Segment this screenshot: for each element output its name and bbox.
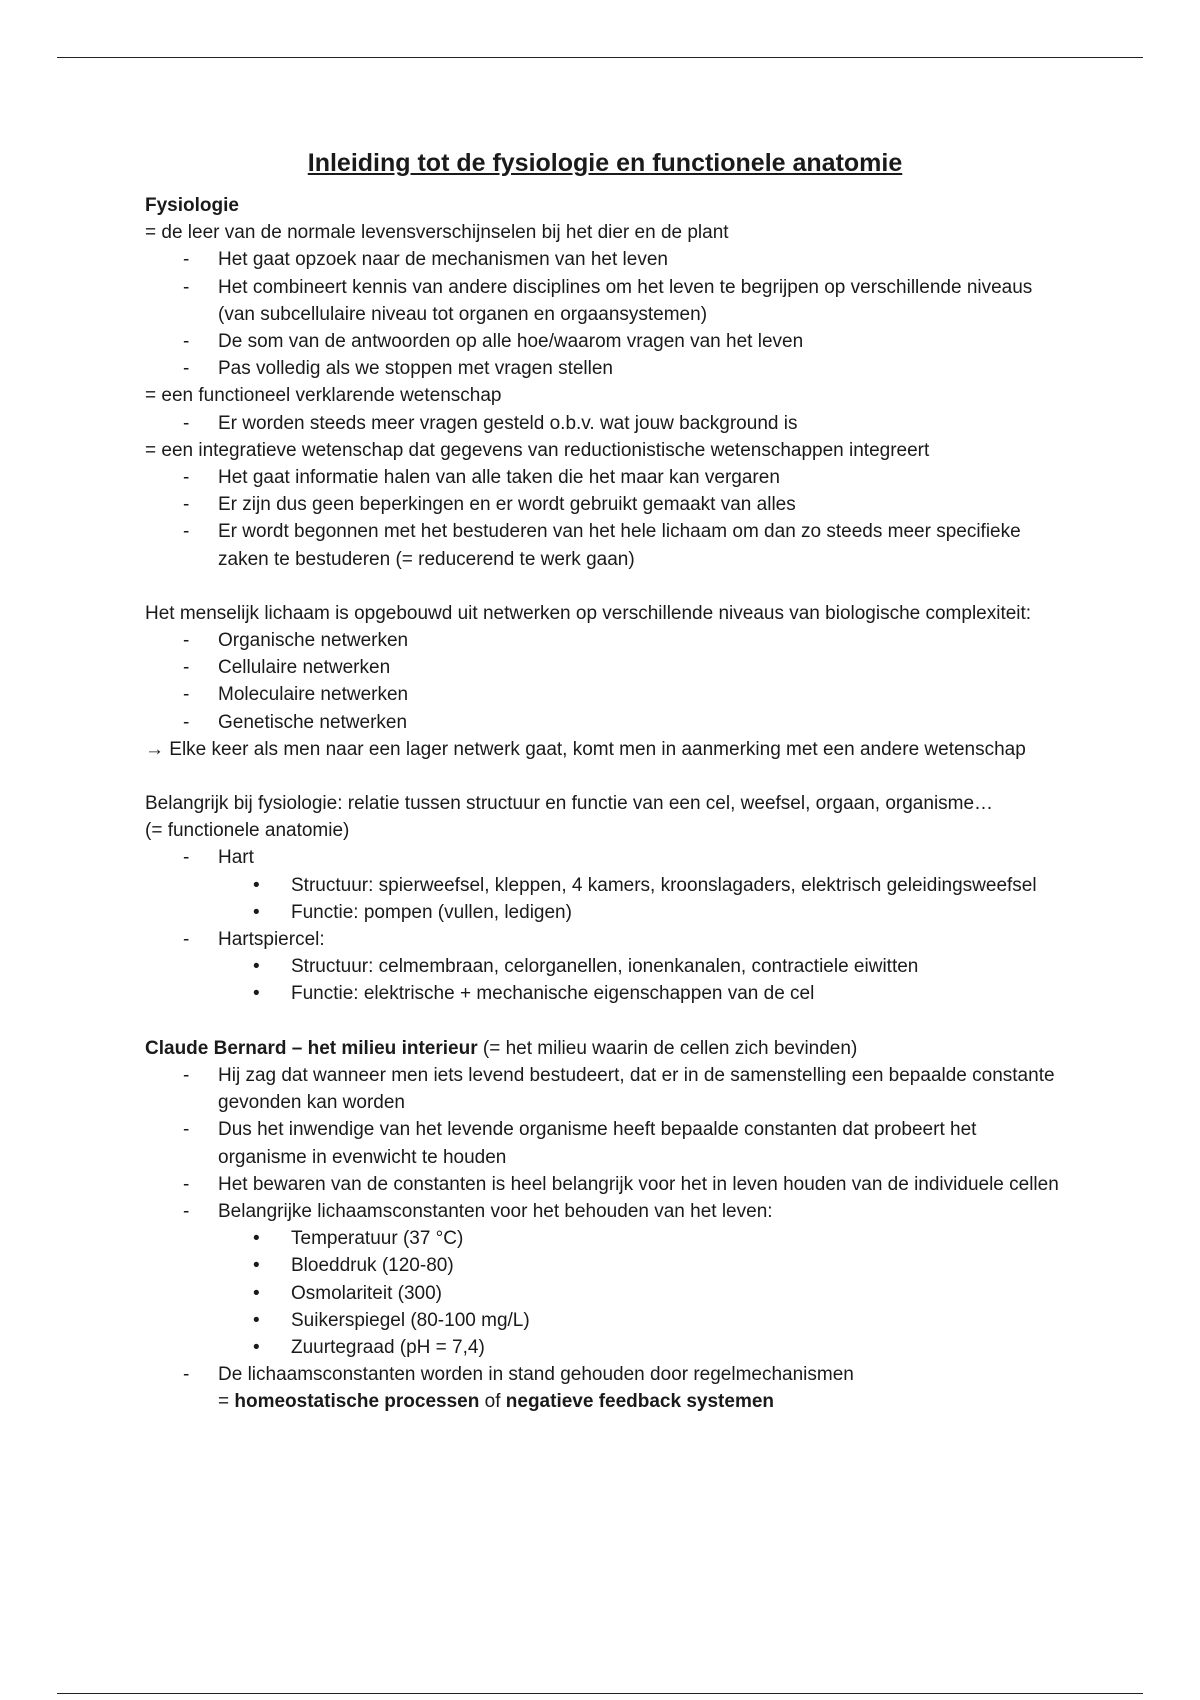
list-item: - Het combineert kennis van andere disciplines om het leven te begrijpen op verschillende niveaus (van subcellulaire niveau tot organen en orgaansystemen) xyxy=(145,274,1065,328)
bernard-heading-bold: Claude Bernard – het milieu interieur xyxy=(145,1037,478,1059)
anatomie-list-2 xyxy=(145,926,1065,953)
netwerken-intro: Het menselijk lichaam is opgebouwd uit netwerken op verschillende niveaus van biologische complexiteit: xyxy=(145,602,1032,624)
netwerken-conclusion xyxy=(145,736,1065,763)
top-rule xyxy=(57,57,1143,58)
bullet-item: • Structuur: celmembraan, celorganellen, ionenkanalen, contractiele eiwitten xyxy=(145,953,1065,980)
note-bold-2: negatieve feedback systemen xyxy=(505,1391,775,1413)
hartspiercel-sublist xyxy=(145,953,1065,1007)
bernard-heading xyxy=(145,1035,1065,1062)
homeostasis-note xyxy=(145,1388,1065,1415)
hart-sublist xyxy=(145,872,1065,926)
section-heading-fysiologie: Fysiologie xyxy=(145,195,239,216)
definition-1: = de leer van de normale levensverschijnselen bij het dier en de plant xyxy=(145,222,729,244)
list-item: - De lichaamsconstanten worden in stand gehouden door regelmechanismen xyxy=(145,1361,1065,1388)
list-item: - Hij zag dat wanneer men iets levend bestudeert, dat er in de samenstelling een bepaalde constante gevonden kan worden xyxy=(145,1062,1065,1116)
bottom-rule xyxy=(57,1693,1143,1694)
list-item: - Er wordt begonnen met het bestuderen van het hele lichaam om dan zo steeds meer specifieke zaken te bestuderen (= reducerend te werk gaan) xyxy=(145,518,1065,572)
right-arrow-icon: → xyxy=(145,738,164,760)
bullet-item: • Bloeddruk (120-80) xyxy=(145,1252,1065,1279)
conclusion-text: Elke keer als men naar een lager netwerk gaat, komt men in aanmerking met een andere wetenschap xyxy=(169,738,1026,760)
list-item: - Het gaat opzoek naar de mechanismen van het leven xyxy=(145,246,1065,273)
list-item: - Belangrijke lichaamsconstanten voor het behouden van het leven: xyxy=(145,1198,1065,1225)
list-item: - Dus het inwendige van het levende organisme heeft bepaalde constanten dat probeert het organisme in evenwicht te houden xyxy=(145,1116,1065,1170)
list-item: - Pas volledig als we stoppen met vragen stellen xyxy=(145,355,1065,382)
note-mid: of xyxy=(479,1391,506,1413)
list-item: - Er worden steeds meer vragen gesteld o.b.v. wat jouw background is xyxy=(145,410,1065,437)
bullet-item: • Suikerspiegel (80-100 mg/L) xyxy=(145,1307,1065,1334)
list-item: - Moleculaire netwerken xyxy=(145,681,1065,708)
document-body xyxy=(145,146,1065,1416)
bullet-item: • Functie: elektrische + mechanische eigenschappen van de cel xyxy=(145,980,1065,1007)
bullet-item: • Osmolariteit (300) xyxy=(145,1280,1065,1307)
list-item: - Er zijn dus geen beperkingen en er wordt gebruikt gemaakt van alles xyxy=(145,491,1065,518)
list-item: - Organische netwerken xyxy=(145,627,1065,654)
bernard-list-2 xyxy=(145,1361,1065,1388)
anatomie-intro-2: (= functionele anatomie) xyxy=(145,820,350,842)
list-item-hartspiercel: - Hartspiercel: xyxy=(145,926,1065,953)
list-item: - Genetische netwerken xyxy=(145,709,1065,736)
list-item: - Het bewaren van de constanten is heel belangrijk voor het in leven houden van de individuele cellen xyxy=(145,1171,1065,1198)
bullet-item: • Functie: pompen (vullen, ledigen) xyxy=(145,899,1065,926)
bullet-item: • Zuurtegraad (pH = 7,4) xyxy=(145,1334,1065,1361)
bernard-heading-rest: (= het milieu waarin de cellen zich bevinden) xyxy=(477,1037,858,1059)
definition-2-list xyxy=(145,410,1065,437)
anatomie-intro: Belangrijk bij fysiologie: relatie tussen structuur en functie van een cel, weefsel, orgaan, organisme… xyxy=(145,793,994,815)
note-bold-1: homeostatische processen xyxy=(234,1391,480,1413)
note-prefix: = xyxy=(218,1391,235,1413)
list-item: - Cellulaire netwerken xyxy=(145,654,1065,681)
bullet-item: • Structuur: spierweefsel, kleppen, 4 kamers, kroonslagaders, elektrisch geleidingsweefsel xyxy=(145,872,1065,899)
definition-2: = een functioneel verklarende wetenschap xyxy=(145,385,502,407)
bernard-list xyxy=(145,1062,1065,1225)
constanten-list xyxy=(145,1225,1065,1361)
list-item-hart: - Hart xyxy=(145,844,1065,871)
list-item: - De som van de antwoorden op alle hoe/waarom vragen van het leven xyxy=(145,328,1065,355)
list-item: - Het gaat informatie halen van alle taken die het maar kan vergaren xyxy=(145,464,1065,491)
definition-3-list xyxy=(145,464,1065,573)
definition-1-list xyxy=(145,246,1065,382)
page-title: Inleiding tot de fysiologie en functionele anatomie xyxy=(307,149,903,177)
anatomie-list xyxy=(145,844,1065,871)
bullet-item: • Temperatuur (37 °C) xyxy=(145,1225,1065,1252)
netwerken-list xyxy=(145,627,1065,736)
definition-3: = een integratieve wetenschap dat gegevens van reductionistische wetenschappen integreert xyxy=(145,439,930,461)
